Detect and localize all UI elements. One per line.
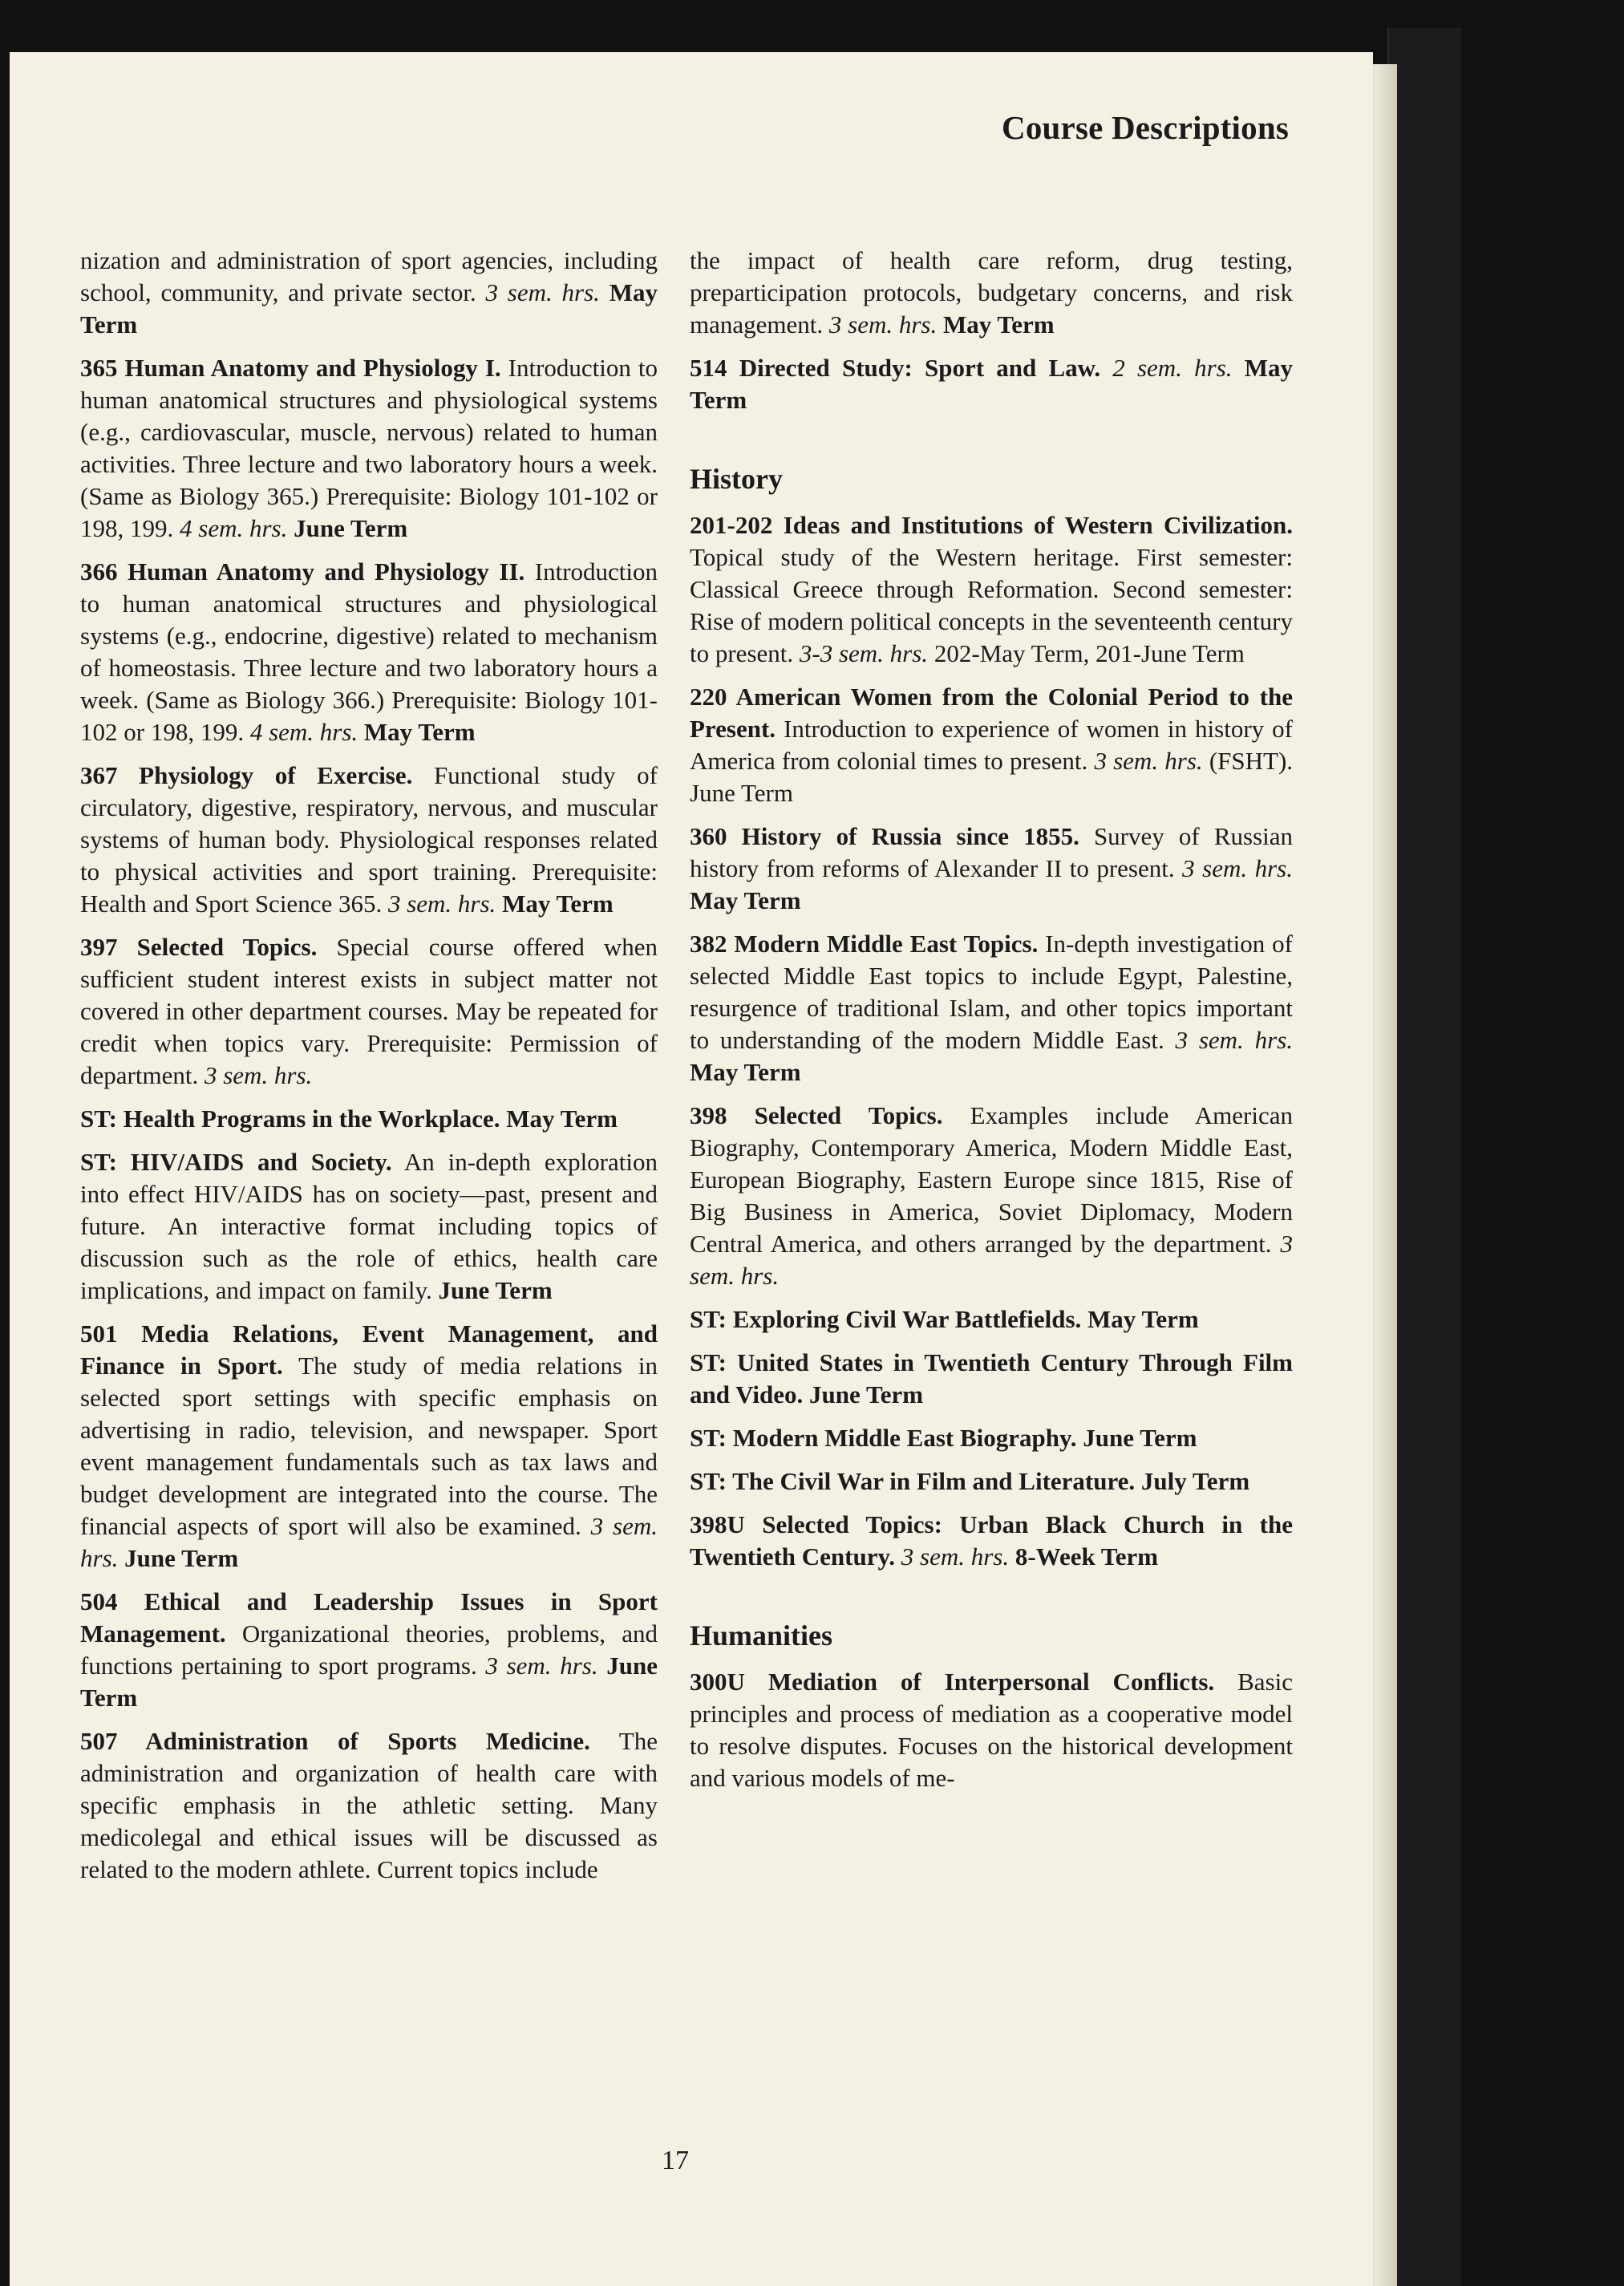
course-entry: nization and administration of sport agencies, including school, community, and private sector. 3 sem. hrs. May Term	[80, 246, 658, 338]
course-entry: ST: HIV/AIDS and Society. An in-depth exploration into effect HIV/AIDS has on society—past, present and future. An interactive format including topics of discussion such as the role of ethics, health care implications, and impact on family. June Term	[80, 1148, 658, 1304]
course-entry	[80, 1103, 658, 1135]
course-entry: 504 Ethical and Leadership Issues in Sport Management. Organizational theories, problems, and functions pertaining to sport programs. 3 sem. hrs. June Term	[80, 1587, 658, 1712]
course-title: ST: United States in Twentieth Century Through Film and Video. June Term	[690, 1348, 1293, 1408]
course-title: ST: Health Programs in the Workplace. May Term	[80, 1104, 618, 1133]
course-entry: 366 Human Anatomy and Physiology II. Introduction to human anatomical structures and physiological systems (e.g., endocrine, digestive) related to mechanism of homeostasis. Three lecture and two laboratory hours a week. (Same as Biology 366.) Prerequisite: Biology 101-102 or 198, 199. 4 sem. hrs. May Term	[80, 557, 658, 746]
course-title: ST: Exploring Civil War Battlefields. May Term	[690, 1305, 1199, 1333]
course-title: ST: HIV/AIDS and Society.	[80, 1148, 392, 1176]
course-title: 365 Human Anatomy and Physiology I.	[80, 354, 501, 382]
course-title: 367 Physiology of Exercise.	[80, 761, 413, 789]
course-title: 360 History of Russia since 1855.	[690, 822, 1079, 850]
right-column	[690, 245, 1293, 1806]
course-entry: 382 Modern Middle East Topics. In-depth investigation of selected Middle East topics to include Egypt, Palestine, resurgence of traditional Islam, and other topics important to understanding of the modern Middle East. 3 sem. hrs. May Term	[690, 930, 1294, 1086]
course-title: 220 American Women from the Colonial Period to the Present.	[690, 683, 1293, 743]
course-title: 382 Modern Middle East Topics.	[690, 930, 1039, 958]
course-entry: 507 Administration of Sports Medicine. The administration and organization of health care with specific emphasis in the athletic setting. Many medicolegal and ethical issues will be discussed as related to the modern athlete. Current topics include	[80, 1727, 658, 1883]
page-number: 17	[662, 2146, 689, 2175]
course-entry	[690, 1347, 1293, 1411]
course-entry: 220 American Women from the Colonial Period to the Present. Introduction to experience of women in history of America from colonial times to present. 3 sem. hrs. (FSHT). June Term	[690, 683, 1294, 807]
course-entry: 398U Selected Topics: Urban Black Church in the Twentieth Century. 3 sem. hrs. 8-Week Term	[690, 1510, 1293, 1571]
course-title: 201-202 Ideas and Institutions of Western Civilization.	[690, 511, 1293, 539]
course-title: ST: Modern Middle East Biography. June Term	[690, 1424, 1197, 1452]
course-entry: 360 History of Russia since 1855. Survey of Russian history from reforms of Alexander II to present. 3 sem. hrs. May Term	[690, 822, 1293, 914]
course-title: 398U Selected Topics: Urban Black Church in the Twentieth Century.	[690, 1510, 1293, 1571]
course-title: 501 Media Relations, Event Management, and Finance in Sport.	[80, 1319, 658, 1380]
course-title: 300U Mediation of Interpersonal Conflicts.	[690, 1668, 1215, 1696]
left-column	[80, 245, 658, 1897]
course-title: 398 Selected Topics.	[690, 1101, 943, 1129]
course-title: 507 Administration of Sports Medicine.	[80, 1727, 590, 1755]
book-binding	[1387, 28, 1461, 2286]
course-entry: 300U Mediation of Interpersonal Conflicts. Basic principles and process of mediation as a cooperative model to resolve disputes. Focuses on the historical development and various models of me-	[690, 1668, 1294, 1792]
course-entry: 398 Selected Topics. Examples include American Biography, Contemporary America, Modern Middle East, European Biography, Eastern Europe since 1815, Rise of Big Business in America, Soviet Diplomacy, Modern Central America, and others arranged by the department. 3 sem. hrs.	[690, 1101, 1293, 1290]
book-page	[10, 52, 1373, 2286]
course-title: ST: The Civil War in Film and Literature. July Term	[690, 1467, 1250, 1495]
course-entry	[690, 1465, 1293, 1498]
course-entry: 367 Physiology of Exercise. Functional study of circulatory, digestive, respiratory, nervous, and muscular systems of human body. Physiological responses related to physical activities and sport training. Prerequisite: Health and Sport Science 365. 3 sem. hrs. May Term	[80, 761, 658, 918]
section-heading-history: History	[690, 463, 783, 495]
course-entry: 514 Directed Study: Sport and Law. 2 sem. hrs. May Term	[690, 354, 1293, 414]
course-entry: the impact of health care reform, drug testing, preparticipation protocols, budgetary concerns, and risk management. 3 sem. hrs. May Term	[690, 246, 1293, 338]
course-entry	[690, 1422, 1293, 1454]
course-entry: 365 Human Anatomy and Physiology I. Introduction to human anatomical structures and physiological systems (e.g., cardiovascular, muscle, nervous) related to human activities. Three lecture and two laboratory hours a week. (Same as Biology 365.) Prerequisite: Biology 101-102 or 198, 199. 4 sem. hrs. June Term	[80, 354, 658, 542]
course-entry: 501 Media Relations, Event Management, and Finance in Sport. The study of media relations in selected sport settings with specific emphasis on advertising in radio, television, and newspaper. Sport event management fundamentals such as tax laws and budget development are integrated into the course. The financial aspects of sport will also be examined. 3 sem. hrs. June Term	[80, 1319, 658, 1572]
section-heading-humanities: Humanities	[690, 1619, 833, 1652]
course-entry: 201-202 Ideas and Institutions of Western Civilization. Topical study of the Western heritage. First semester: Classical Greece through Reformation. Second semester: Rise of modern political concepts in the seventeenth century to present. 3-3 sem. hrs. 202-May Term, 201-June Term	[690, 511, 1293, 667]
course-title: 504 Ethical and Leadership Issues in Sport Management.	[80, 1587, 658, 1648]
course-title: 366 Human Anatomy and Physiology II.	[80, 557, 525, 586]
course-entry	[690, 1303, 1293, 1336]
running-head: Course Descriptions	[1002, 109, 1289, 146]
course-entry: 397 Selected Topics. Special course offered when sufficient student interest exists in subject matter not covered in other department courses. May be repeated for credit when topics vary. Prerequisite: Permission of department. 3 sem. hrs.	[80, 933, 658, 1089]
course-title: 514 Directed Study: Sport and Law.	[690, 354, 1101, 382]
course-title: 397 Selected Topics.	[80, 933, 318, 961]
